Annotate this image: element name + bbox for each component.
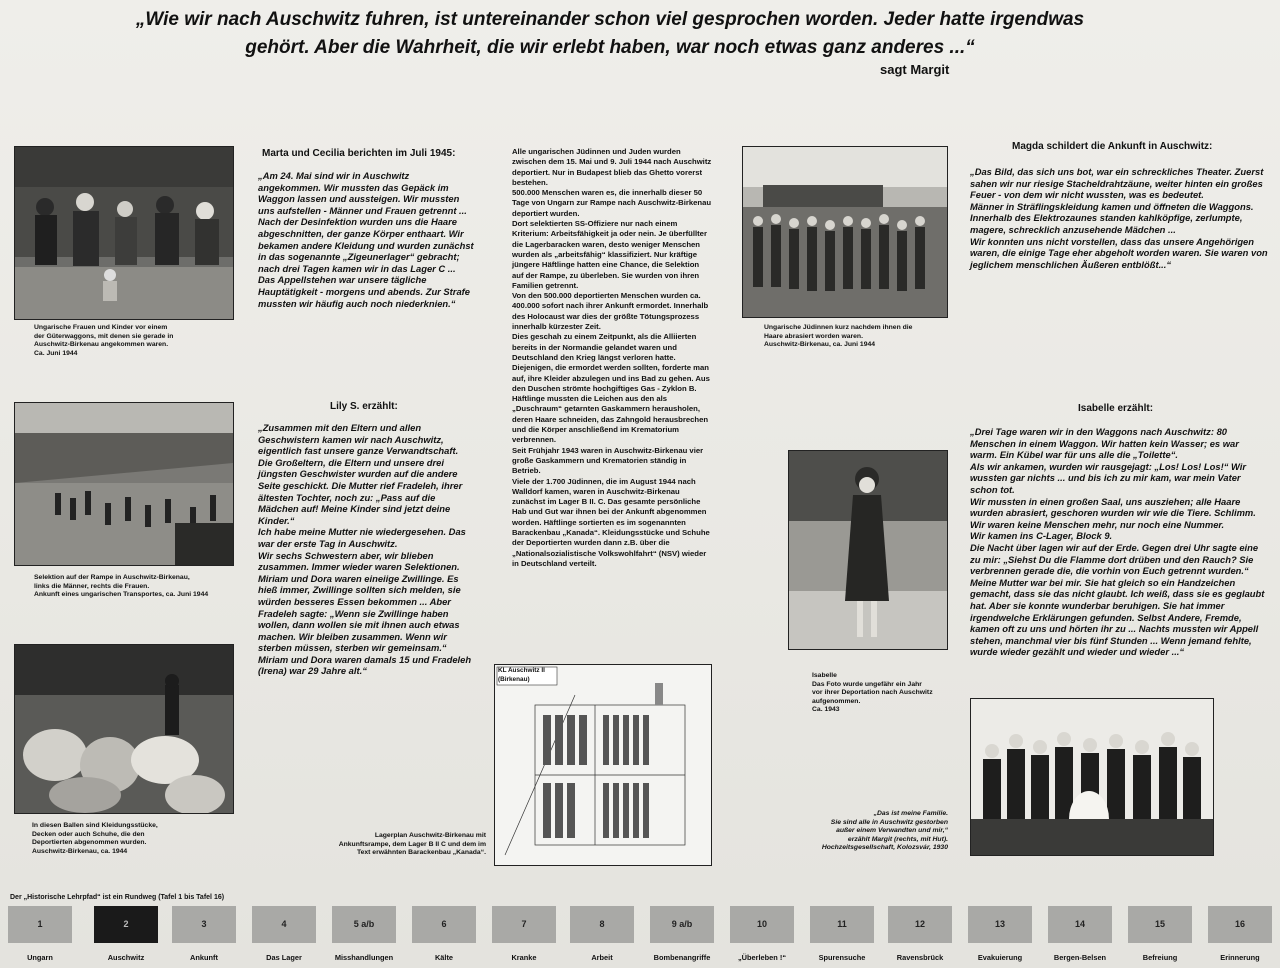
station-16	[1208, 906, 1272, 962]
station-label: Misshandlungen	[334, 953, 394, 962]
station-number: 9 a/b	[650, 906, 714, 943]
station-11	[810, 906, 874, 962]
caption-photo-3: In diesen Ballen sind Kleidungsstücke, Decken oder auch Schuhe, die den Deportierten abgenommen wurden. Auschwitz-Birkenau, ca. 1944	[32, 822, 158, 855]
station-label: Bergen-Belsen	[1053, 953, 1107, 962]
station-label: Ungarn	[27, 953, 53, 962]
station-label: Arbeit	[591, 953, 613, 962]
map-title: KL Auschwitz II (Birkenau)	[498, 667, 545, 683]
heading-lily: Lily S. erzählt:	[330, 401, 398, 412]
station-label: Auschwitz	[107, 953, 145, 962]
photo-arrival-women-children	[14, 146, 234, 320]
station-number: 10	[730, 906, 794, 943]
station-8	[570, 906, 634, 962]
station-1	[8, 906, 72, 962]
station-number: 7	[492, 906, 556, 943]
station-number: 12	[888, 906, 952, 943]
station-6	[412, 906, 476, 962]
caption-photo-1: Ungarische Frauen und Kinder vor einem der Güterwaggons, mit denen sie gerade in Auschwitz-Birkenau angekommen waren. Ca. Juni 1944	[34, 324, 174, 357]
station-number: 11	[810, 906, 874, 943]
photo-family-wedding	[970, 698, 1214, 856]
station-label: Kranke	[511, 953, 537, 962]
photo-clothing-bundles	[14, 644, 234, 814]
caption-map: Lagerplan Auschwitz-Birkenau mit Ankunftsrampe, dem Lager B II C und dem im Text erwähnten Barackenbau „Kanada“.	[338, 832, 486, 857]
caption-photo-6: „Das ist meine Familie. Sie sind alle in Auschwitz gestorben außer einem Verwandten und mir,“ erzählt Margit (rechts, mit Hut). Hochzeitsgesellschaft, Kolozsvár, 1930	[821, 810, 948, 852]
station-10	[730, 906, 794, 962]
station-2	[94, 906, 158, 962]
header-quote: „Wie wir nach Auschwitz fuhren, ist untereinander schon viel gesprochen worden. Jeder hatte irgendwas gehört. Aber die Wahrheit, die wir erlebt haben, war noch etwas ganz anderes ...“	[135, 9, 1085, 58]
text-history: Alle ungarischen Jüdinnen und Juden wurden zwischen dem 15. Mai und 9. Juli 1944 nach Auschwitz deportiert. Nur in Budapest blieb das Ghetto vorerst bestehen. 500.000 Menschen waren es, die innerhalb dieser 50 Tage von Ungarn zur Rampe nach Auschwitz-Birkenau deportiert wurden. Dort selektierten SS-Offiziere nur nach einem Kriterium: Arbeitsfähigkeit ja oder nein. Je überfüllter die Lagerbaracken waren, desto weniger Menschen wurden als „arbeitsfähig“ klassifiziert. Nur kräftige jüngere Häftlinge hatten eine Chance, die Selektion auf der Rampe, zu überleben. Sie wurden von ihren Familien getrennt. Von den 500.000 deportierten Menschen wurden ca. 400.000 sofort nach ihrer Ankunft ermordet. Innerhalb des Holocaust war dies der größte Tötungsprozess innerhalb kürzester Zeit. Dies geschah zu einem Zeitpunkt, als die Alliierten bereits in der Normandie gelandet waren und Deutschland den Krieg längst verloren hatte. Diejenigen, die ermordet werden sollten, forderte man auf, ihre Kleider abzulegen und ins Bad zu gehen. Aus den Duschen strömte hochgiftiges Gas - Zyklon B. Häftlinge mussten die Leichen aus den als „Duschraum“ getarnten Gaskammern herausholen, deren Haare schneiden, das Zahngold herausbrechen und die Körper anschließend im Krematorium verbrennen. Seit Frühjahr 1943 waren in Auschwitz-Birkenau vier große Gaskammern und Krematorien ständig in Betrieb. Viele der 1.700 Jüdinnen, die im August 1944 nach Walldorf kamen, waren in Auschwitz-Birkenau zunächst im Lager B II. C. Das gesamte persönliche Hab und Gut war ihnen bei der Ankunft abgenommen worden. Häftlinge sortierten es im sogenannten Barackenbau „Kanada“. Kleidungsstücke und Schuhe der Deportierten wurden dann z.B. über die „Nationalsozialistische Volkswohlfahrt“ (NSV) wieder in Deutschland verteilt.	[512, 147, 712, 568]
station-label: Erinnerung	[1220, 953, 1260, 962]
caption-photo-5: Isabelle Das Foto wurde ungefähr ein Jahr vor ihrer Deportation nach Auschwitz aufgenommen. Ca. 1943	[812, 672, 933, 714]
caption-photo-4: Ungarische Jüdinnen kurz nachdem ihnen die Haare abrasiert worden waren. Auschwitz-Birkenau, ca. Juni 1944	[764, 324, 913, 349]
station-number: 3	[172, 906, 236, 943]
text-marta-cecilia: „Am 24. Mai sind wir in Auschwitz angekommen. Wir mussten das Gepäck im Waggon lassen und aussteigen. Wir mussten uns aufstellen - Männer und Frauen getrennt ... Nach der Desinfektion wurden uns die Haare abgeschnitten, der ganze Körper enthaart. Wir bekamen andere Kleidung und wurden zunächst in das sogenannte „Zigeunerlager“ gebracht; nach drei Tagen kamen wir in das Lager C ... Das Appellstehen war unsere tägliche Hauptätigkeit - morgens und abends. Zur Strafe mussten wir häufig auch noch niederknien.“	[258, 170, 474, 309]
station-3	[172, 906, 236, 962]
photo-shaved-women	[742, 146, 948, 318]
station-bar	[0, 906, 1280, 968]
station-number: 1	[8, 906, 72, 943]
station-14	[1048, 906, 1112, 962]
station-15	[1128, 906, 1192, 962]
station-label: Evakuierung	[977, 953, 1023, 962]
station-number: 14	[1048, 906, 1112, 943]
text-isabelle: „Drei Tage waren wir in den Waggons nach Auschwitz: 80 Menschen in einem Waggon. Wir hatten kein Wasser; es war warm. Ein Kübel war für uns alle die „Toilette“. Als wir ankamen, wurden wir rausgejagt: „Los! Los! Los!“ Wir wussten gar nichts ... und bis ich zu mir kam, war mein Vater schon tot. Wir mussten in einen großen Saal, uns ausziehen; alle Haare wurden abrasiert, geschoren wurden wir wie die Tiere. Schlimm. Wir waren keine Menschen mehr, nur noch eine Nummer. Wir kamen ins C-Lager, Block 9. Die Nacht über lagen wir auf der Erde. Gegen drei Uhr sagte eine zu mir: „Siehst Du die Flamme dort drüben und den Rauch? Sie verbrennen gerade die, die vorhin von Euch getrennt wurden.“ Meine Mutter war bei mir. Sie hat gleich so ein Handzeichen gemacht, dass sie das nicht glaubt. Ich weiß, dass sie es geglaubt hat. Aber sie konnte wunderbar beruhigen. Sie hat immer irgendwelche Erklärungen gefunden. Selbst Andere, Fremde, kamen oft zu uns und hörten ihr zu ... Nachts mussten wir Appell stehen, manchmal vier bis fünf Stunden ... Wenn jemand fehlte, wurde wieder gezählt und wieder und wieder ...“	[970, 426, 1265, 658]
station-label: „Überleben !“	[737, 953, 787, 962]
text-lily: „Zusammen mit den Eltern und allen Geschwistern kamen wir nach Auschwitz, eigentlich fast unsere ganze Verwandtschaft. Die Großeltern, die Eltern und unsere drei jüngsten Geschwister wurden auf die andere Seite geschickt. Die Mutter rief Fradeleh, ihrer ältesten Tochter, noch zu: „Pass auf die Mädchen auf! Meine Kinder sind jetzt deine Kinder.“ Ich habe meine Mutter nie wiedergesehen. Das war der erste Tag in Auschwitz. Wir sechs Schwestern aber, wir blieben zusammen. Immer wieder waren Selektionen. Miriam und Dora waren eineiige Zwillinge. Es hieß immer, Zwillinge sollten sich melden, sie würden besseres Essen bekommen ... Aber Fradeleh sagte: „Wenn sie Zwillinge haben wollen, dann wollen sie mit ihnen auch etwas machen. Wir bleiben zusammen. Wenn wir sterben müssen, sterben wir gemeinsam.“ Miriam und Dora waren damals 15 und Fradeleh (Irena) war 29 Jahre alt.“	[258, 422, 472, 677]
station-number: 13	[968, 906, 1032, 943]
station-number: 2	[94, 906, 158, 943]
station-number: 4	[252, 906, 316, 943]
station-number: 15	[1128, 906, 1192, 943]
route-note: Der „Historische Lehrpfad“ ist ein Rundweg (Tafel 1 bis Tafel 16)	[10, 894, 225, 901]
heading-magda: Magda schildert die Ankunft in Auschwitz:	[1012, 141, 1213, 152]
photo-selection-ramp	[14, 402, 234, 566]
camp-map	[494, 664, 712, 866]
station-label: Spurensuche	[818, 953, 866, 962]
text-magda: „Das Bild, das sich uns bot, war ein schreckliches Theater. Zuerst sahen wir nur riesige Stacheldrahtzäune, weiter hinten ein großes Feuer - von dem wir nicht wussten, was es bedeutet. Männer in Sträflingskleidung kamen und öffneten die Waggons. Innerhalb des Elektrozaunes standen kahlköpfige, zerlumpte, magere, schrecklich anzusehende Mädchen ... Wir konnten uns nicht vorstellen, dass das unsere Angehörigen waren, die einige Tage eher abgeholt worden waren. Sie waren von jeglichem menschlichen Äußeren entblößt...“	[970, 166, 1268, 270]
station-9	[650, 906, 714, 962]
heading-marta-cecilia: Marta und Cecilia berichten im Juli 1945:	[262, 148, 456, 159]
station-number: 8	[570, 906, 634, 943]
station-label: Ankunft	[190, 953, 218, 962]
station-label: Das Lager	[266, 953, 302, 962]
station-label: Befreiung	[1142, 953, 1178, 962]
heading-isabelle: Isabelle erzählt:	[1078, 403, 1154, 414]
station-label: Ravensbrück	[896, 953, 944, 962]
station-13	[968, 906, 1032, 962]
station-number: 5 a/b	[332, 906, 396, 943]
station-number: 16	[1208, 906, 1272, 943]
station-5	[332, 906, 396, 962]
station-number: 6	[412, 906, 476, 943]
station-4	[252, 906, 316, 962]
station-label: Kälte	[434, 953, 454, 962]
photo-isabelle	[788, 450, 948, 650]
caption-photo-2: Selektion auf der Rampe in Auschwitz-Birkenau, links die Männer, rechts die Frauen. Ankunft eines ungarischen Transportes, ca. Juni 1944	[34, 574, 209, 599]
station-7	[492, 906, 556, 962]
station-12	[888, 906, 952, 962]
quote-attribution: sagt Margit	[880, 62, 950, 77]
station-label: Bombenangriffe	[653, 953, 711, 962]
